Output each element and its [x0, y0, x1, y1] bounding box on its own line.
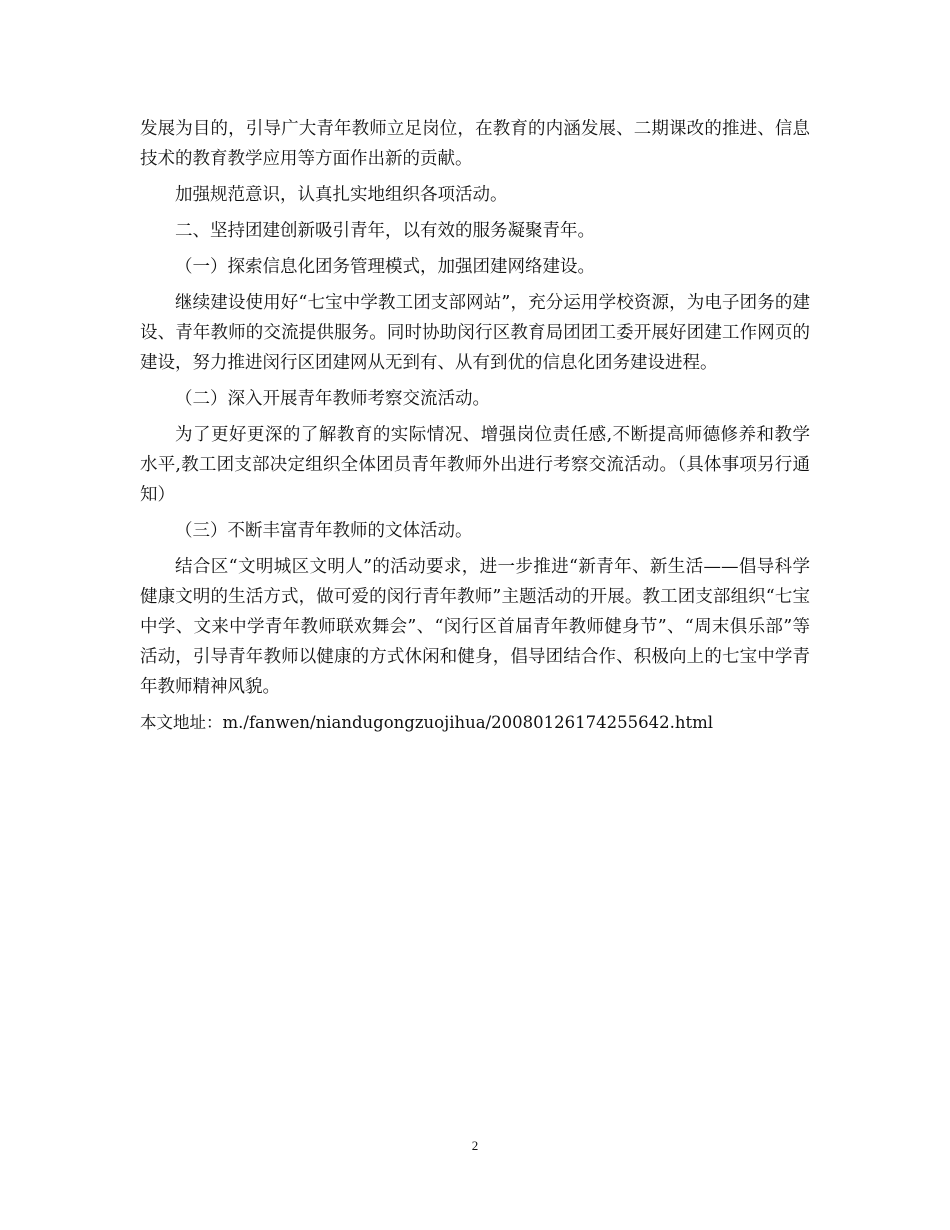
paragraph-standards: 加强规范意识，认真扎实地组织各项活动。 [175, 185, 508, 205]
paragraph-continuation: 发展为目的，引导广大青年教师立足岗位，在教育的内涵发展、二期课改的推进、信息技术的教育教学应用等方面作出新的贡献。 [140, 119, 810, 169]
paragraph-exchange: 为了更好更深的了解教育的实际情况、增强岗位责任感,不断提高师德修养和教学水平,教工团支部决定组织全体团员青年教师外出进行考察交流活动。（具体事项另行通知） [140, 425, 810, 505]
section-heading-two: 二、坚持团建创新吸引青年，以有效的服务凝聚青年。 [175, 221, 595, 241]
subsection-heading-three: （三）不断丰富青年教师的文体活动。 [175, 521, 473, 541]
source-url-line: 本文地址：m./fanwen/niandugongzuojihua/20080126174255642.html [140, 713, 714, 732]
page-number: 2 [471, 1138, 479, 1153]
paragraph-website: 继续建设使用好“七宝中学教工团支部网站”，充分运用学校资源，为电子团务的建设、青年教师的交流提供服务。同时协助闵行区教育局团团工委开展好团建工作网页的建设，努力推进闵行区团建网从无到有、从有到优的信息化团务建设进程。 [140, 293, 810, 373]
paragraph-activities: 结合区“文明城区文明人”的活动要求，进一步推进“新青年、新生活——倡导科学健康文明的生活方式，做可爱的闵行青年教师”主题活动的开展。教工团支部组织“七宝中学、文来中学青年教师联欢舞会”、“闵行区首届青年教师健身节”、“周末俱乐部”等活动，引导青年教师以健康的方式休闲和健身，倡导团结合作、积极向上的七宝中学青年教师精神风貌。 [140, 557, 810, 697]
document-body [140, 114, 810, 738]
subsection-heading-two: （二）深入开展青年教师考察交流活动。 [175, 389, 490, 409]
subsection-heading-one: （一）探索信息化团务管理模式，加强团建网络建设。 [175, 257, 595, 277]
